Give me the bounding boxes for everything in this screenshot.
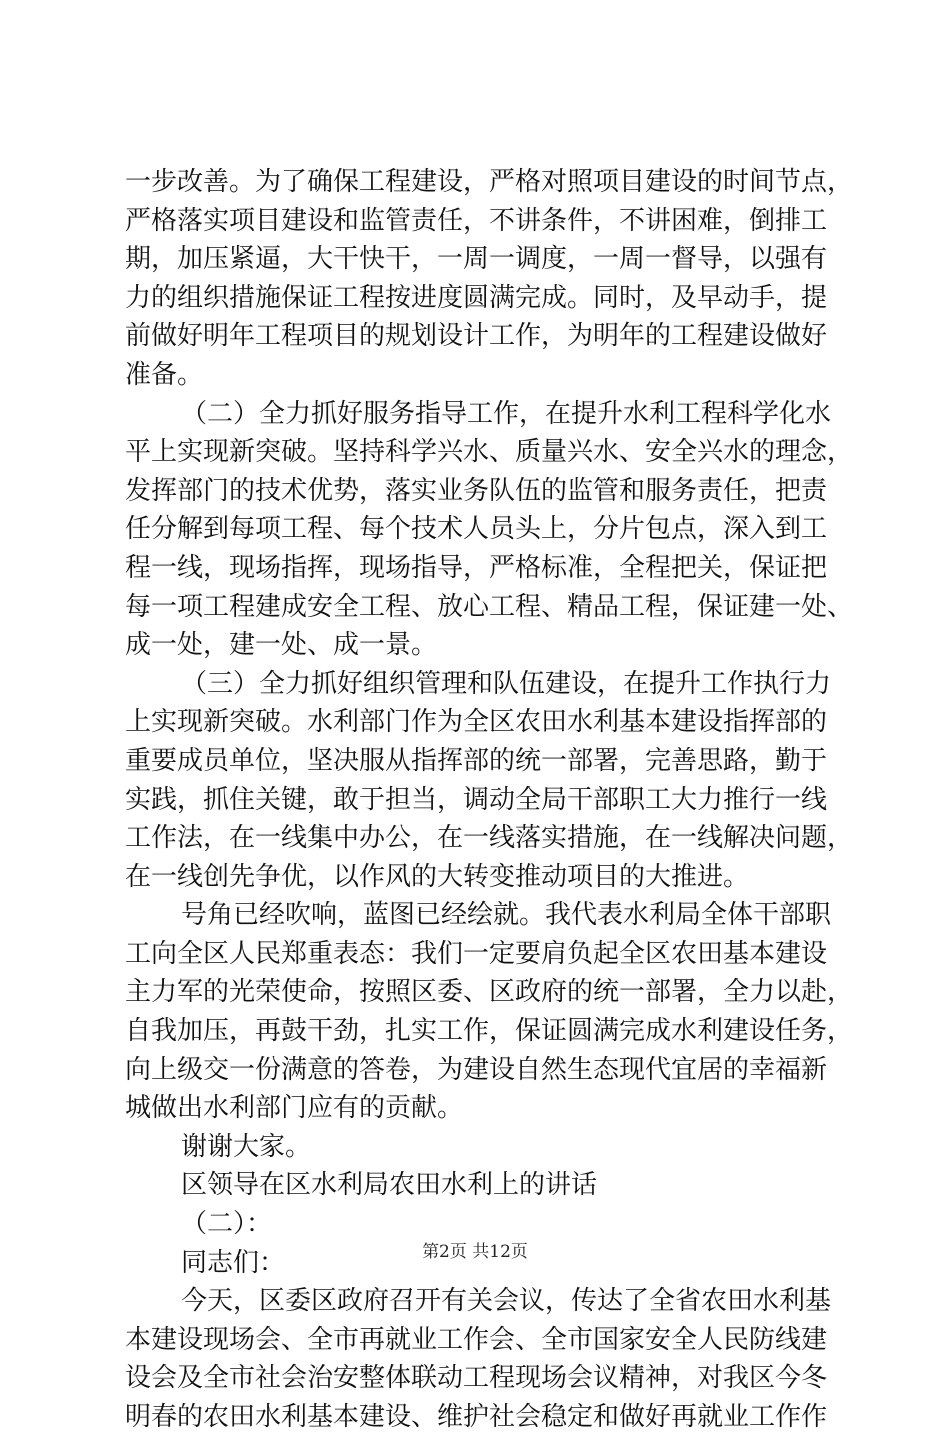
text-line: 向上级交一份满意的答卷，为建设自然生态现代宜居的幸福新	[125, 1054, 828, 1085]
text-line: 平上实现新突破。坚持科学兴水、质量兴水、安全兴水的理念，	[125, 437, 854, 468]
text-line: （三）全力抓好组织管理和队伍建设，在提升工作执行力	[181, 668, 832, 699]
text-line: 工作法，在一线集中办公，在一线落实措施，在一线解决问题，	[125, 823, 854, 854]
page-footer: 第2页 共12页	[422, 1242, 528, 1262]
text-line: 期，加压紧逼，大干快干，一周一调度，一周一督导，以强有	[125, 244, 828, 275]
text-line: 区领导在区水利局农田水利上的讲话	[181, 1170, 598, 1201]
text-line: 同志们：	[181, 1247, 286, 1278]
text-line: 上实现新突破。水利部门作为全区农田水利基本建设指挥部的	[125, 707, 828, 738]
text-line: 严格落实项目建设和监管责任，不讲条件，不讲困难，倒排工	[125, 205, 828, 236]
text-line: 在一线创先争优，以作风的大转变推动项目的大推进。	[125, 861, 750, 892]
text-line: 工向全区人民郑重表态：我们一定要肩负起全区农田基本建设	[125, 938, 828, 969]
text-line: 前做好明年工程项目的规划设计工作，为明年的工程建设做好	[125, 321, 828, 352]
text-line: 发挥部门的技术优势，落实业务队伍的监管和服务责任，把责	[125, 475, 828, 506]
text-line: 重要成员单位，坚决服从指挥部的统一部署，完善思路，勤于	[125, 745, 828, 776]
text-line: （二）：	[181, 1209, 273, 1240]
text-line: 谢谢大家。	[181, 1131, 312, 1162]
text-line: 准备。	[125, 359, 204, 390]
text-line: 成一处，建一处、成一景。	[125, 630, 438, 661]
text-line: 设会及全市社会治安整体联动工程现场会议精神，对我区今冬	[125, 1363, 828, 1394]
text-line: 任分解到每项工程、每个技术人员头上，分片包点，深入到工	[125, 514, 828, 545]
text-line: 一步改善。为了确保工程建设，严格对照项目建设的时间节点，	[125, 167, 854, 197]
text-line: 本建设现场会、全市再就业工作会、全市国家安全人民防线建	[125, 1324, 828, 1355]
text-line: 主力军的光荣使命，按照区委、区政府的统一部署，全力以赴，	[125, 977, 854, 1008]
text-line: 城做出水利部门应有的贡献。	[125, 1093, 464, 1124]
text-line: 实践，抓住关键，敢于担当，调动全局干部职工大力推行一线	[125, 784, 828, 815]
text-line: 力的组织措施保证工程按进度圆满完成。同时，及早动手，提	[125, 282, 828, 313]
text-line: 自我加压，再鼓干劲，扎实工作，保证圆满完成水利建设任务，	[125, 1016, 854, 1047]
text-line: 每一项工程建成安全工程、放心工程、精品工程，保证建一处、	[125, 591, 854, 622]
text-line: 程一线，现场指挥，现场指导，严格标准，全程把关，保证把	[125, 552, 828, 583]
text-line: 明春的农田水利基本建设、维护社会稳定和做好再就业工作作	[125, 1402, 828, 1432]
text-line: （二）全力抓好服务指导工作，在提升水利工程科学化水	[181, 398, 832, 429]
text-line: 今天，区委区政府召开有关会议，传达了全省农田水利基	[181, 1286, 832, 1317]
text-line: 号角已经吹响，蓝图已经绘就。我代表水利局全体干部职	[181, 900, 832, 931]
